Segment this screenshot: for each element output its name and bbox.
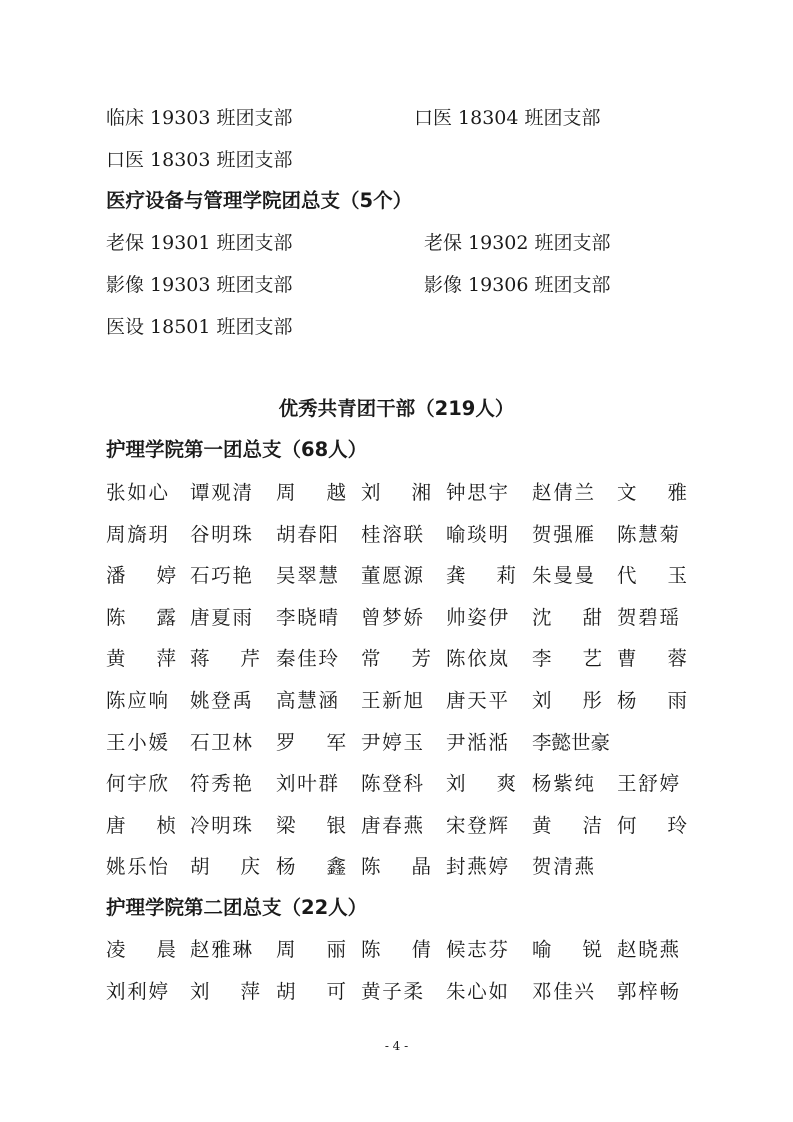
branch-entry: 医设 18501 班团支部 — [106, 316, 293, 338]
person-name: 朱 曼 曼 — [532, 564, 594, 588]
person-name: 封 燕 婷 — [446, 855, 508, 879]
person-name: 常 芳 — [361, 647, 431, 671]
person-name: 陈 登 科 — [361, 772, 423, 796]
person-name: 罗 军 — [276, 730, 346, 754]
name-row — [106, 813, 686, 839]
branch-entry: 影像 19306 班团支部 — [424, 274, 611, 296]
person-name: 赵 晓 燕 — [617, 938, 679, 961]
name-row — [106, 605, 686, 631]
person-name: 曹 蓉 — [617, 647, 687, 671]
person-name: 刘 萍 — [190, 980, 260, 1003]
person-name: 喻 琰 明 — [446, 522, 508, 546]
name-row — [106, 937, 686, 963]
person-name: 唐 天 平 — [446, 689, 508, 712]
person-name: 陈 露 — [106, 605, 176, 629]
person-name: 代 玉 — [617, 564, 687, 588]
person-name: 谭 观 清 — [190, 481, 252, 504]
name-row — [106, 688, 686, 714]
person-name: 宋 登 辉 — [446, 813, 508, 837]
name-row — [106, 771, 686, 797]
person-name: 尹 婷 玉 — [361, 730, 423, 754]
person-name: 邓 佳 兴 — [532, 980, 594, 1003]
person-name: 刘 叶 群 — [276, 772, 338, 796]
person-name: 杨 紫 纯 — [532, 772, 594, 796]
branch-entry: 老保 19301 班团支部 — [106, 232, 293, 254]
page-section-title: 优秀共青团干部（219人） — [278, 397, 515, 420]
person-name: 陈 倩 — [361, 938, 431, 961]
person-name: 赵 倩 兰 — [532, 481, 594, 504]
person-name: 吴 翠 慧 — [276, 564, 338, 588]
branch-entry: 临床 19303 班团支部 — [106, 107, 293, 129]
person-name: 王 小 媛 — [106, 730, 168, 754]
person-name: 李 晓 晴 — [276, 605, 338, 629]
person-name: 陈 慧 菊 — [617, 522, 679, 546]
person-name: 帅 姿 伊 — [446, 605, 508, 629]
person-name: 钟 思 宇 — [446, 481, 508, 504]
person-name: 刘 利 婷 — [106, 980, 168, 1003]
name-row — [106, 979, 686, 1005]
person-name: 黄 洁 — [532, 813, 602, 837]
person-name: 龚 莉 — [446, 564, 516, 588]
person-name: 贺 清 燕 — [532, 855, 594, 879]
person-name: 郭 梓 畅 — [617, 980, 679, 1003]
person-name: 陈 晶 — [361, 855, 431, 879]
person-name: 姚 登 禹 — [190, 689, 252, 712]
person-name: 曾 梦 娇 — [361, 605, 423, 629]
section-heading-device: 医疗设备与管理学院团总支（5个） — [106, 189, 413, 212]
person-name: 周 越 — [276, 481, 346, 504]
person-name: 何 宇 欣 — [106, 772, 168, 796]
person-name: 赵 雅 琳 — [190, 938, 252, 961]
person-name: 黄 子 柔 — [361, 980, 423, 1003]
branch-entry: 口医 18303 班团支部 — [106, 149, 293, 171]
person-name: 贺 强 雁 — [532, 522, 594, 546]
person-name: 胡 庆 — [190, 855, 260, 879]
person-name: 候 志 芬 — [446, 938, 508, 961]
person-name: 沈 甜 — [532, 605, 602, 629]
person-name: 符 秀 艳 — [190, 772, 252, 796]
person-name: 胡 春 阳 — [276, 522, 338, 546]
person-name: 刘 彤 — [532, 689, 602, 712]
person-name: 石 巧 艳 — [190, 564, 252, 588]
name-row — [106, 563, 686, 589]
person-name: 周 丽 — [276, 938, 346, 961]
person-name: 杨 雨 — [617, 689, 687, 712]
person-name: 唐 桢 — [106, 813, 176, 837]
name-row — [106, 522, 686, 548]
person-name: 陈 应 响 — [106, 689, 168, 712]
person-name: 张 如 心 — [106, 481, 168, 504]
person-name: 桂 溶 联 — [361, 522, 423, 546]
person-name: 姚 乐 怡 — [106, 855, 168, 879]
section-heading-nursing-1: 护理学院第一团总支（68人） — [106, 438, 368, 461]
person-name: 王 新 旭 — [361, 689, 423, 712]
person-name: 何 玲 — [617, 813, 687, 837]
person-name: 冷 明 珠 — [190, 813, 252, 837]
person-name: 梁 银 — [276, 813, 346, 837]
person-name: 蒋 芹 — [190, 647, 260, 671]
person-name: 高 慧 涵 — [276, 689, 338, 712]
person-name: 刘 湘 — [361, 481, 431, 504]
person-name: 陈 依 岚 — [446, 647, 508, 671]
person-name: 尹 湉 湉 — [446, 730, 508, 754]
name-row — [106, 646, 686, 672]
branch-entry: 口医 18304 班团支部 — [414, 107, 601, 129]
person-name: 黄 萍 — [106, 647, 176, 671]
person-name: 贺 碧 瑶 — [617, 605, 679, 629]
person-name: 周 旖 玥 — [106, 522, 168, 546]
person-name: 石 卫 林 — [190, 730, 252, 754]
name-row — [106, 480, 686, 506]
person-name: 谷 明 珠 — [190, 522, 252, 546]
branch-entry: 老保 19302 班团支部 — [424, 232, 611, 254]
person-name: 刘 爽 — [446, 772, 516, 796]
person-name: 李 艺 — [532, 647, 602, 671]
person-name: 王 舒 婷 — [617, 772, 679, 796]
person-name: 唐 春 燕 — [361, 813, 423, 837]
name-row — [106, 854, 686, 880]
person-name: 董 愿 源 — [361, 564, 423, 588]
person-name: 李懿世豪 — [532, 730, 611, 754]
person-name: 秦 佳 玲 — [276, 647, 338, 671]
person-name: 杨 鑫 — [276, 855, 346, 879]
page-number: - 4 - — [384, 1039, 409, 1053]
branch-entry: 影像 19303 班团支部 — [106, 274, 293, 296]
person-name: 喻 锐 — [532, 938, 602, 961]
person-name: 凌 晨 — [106, 938, 176, 961]
name-row — [106, 730, 686, 756]
person-name: 唐 夏 雨 — [190, 605, 252, 629]
person-name: 胡 可 — [276, 980, 346, 1003]
person-name: 潘 婷 — [106, 564, 176, 588]
person-name: 朱 心 如 — [446, 980, 508, 1003]
section-heading-nursing-2: 护理学院第二团总支（22人） — [106, 896, 368, 919]
person-name: 文 雅 — [617, 481, 687, 504]
